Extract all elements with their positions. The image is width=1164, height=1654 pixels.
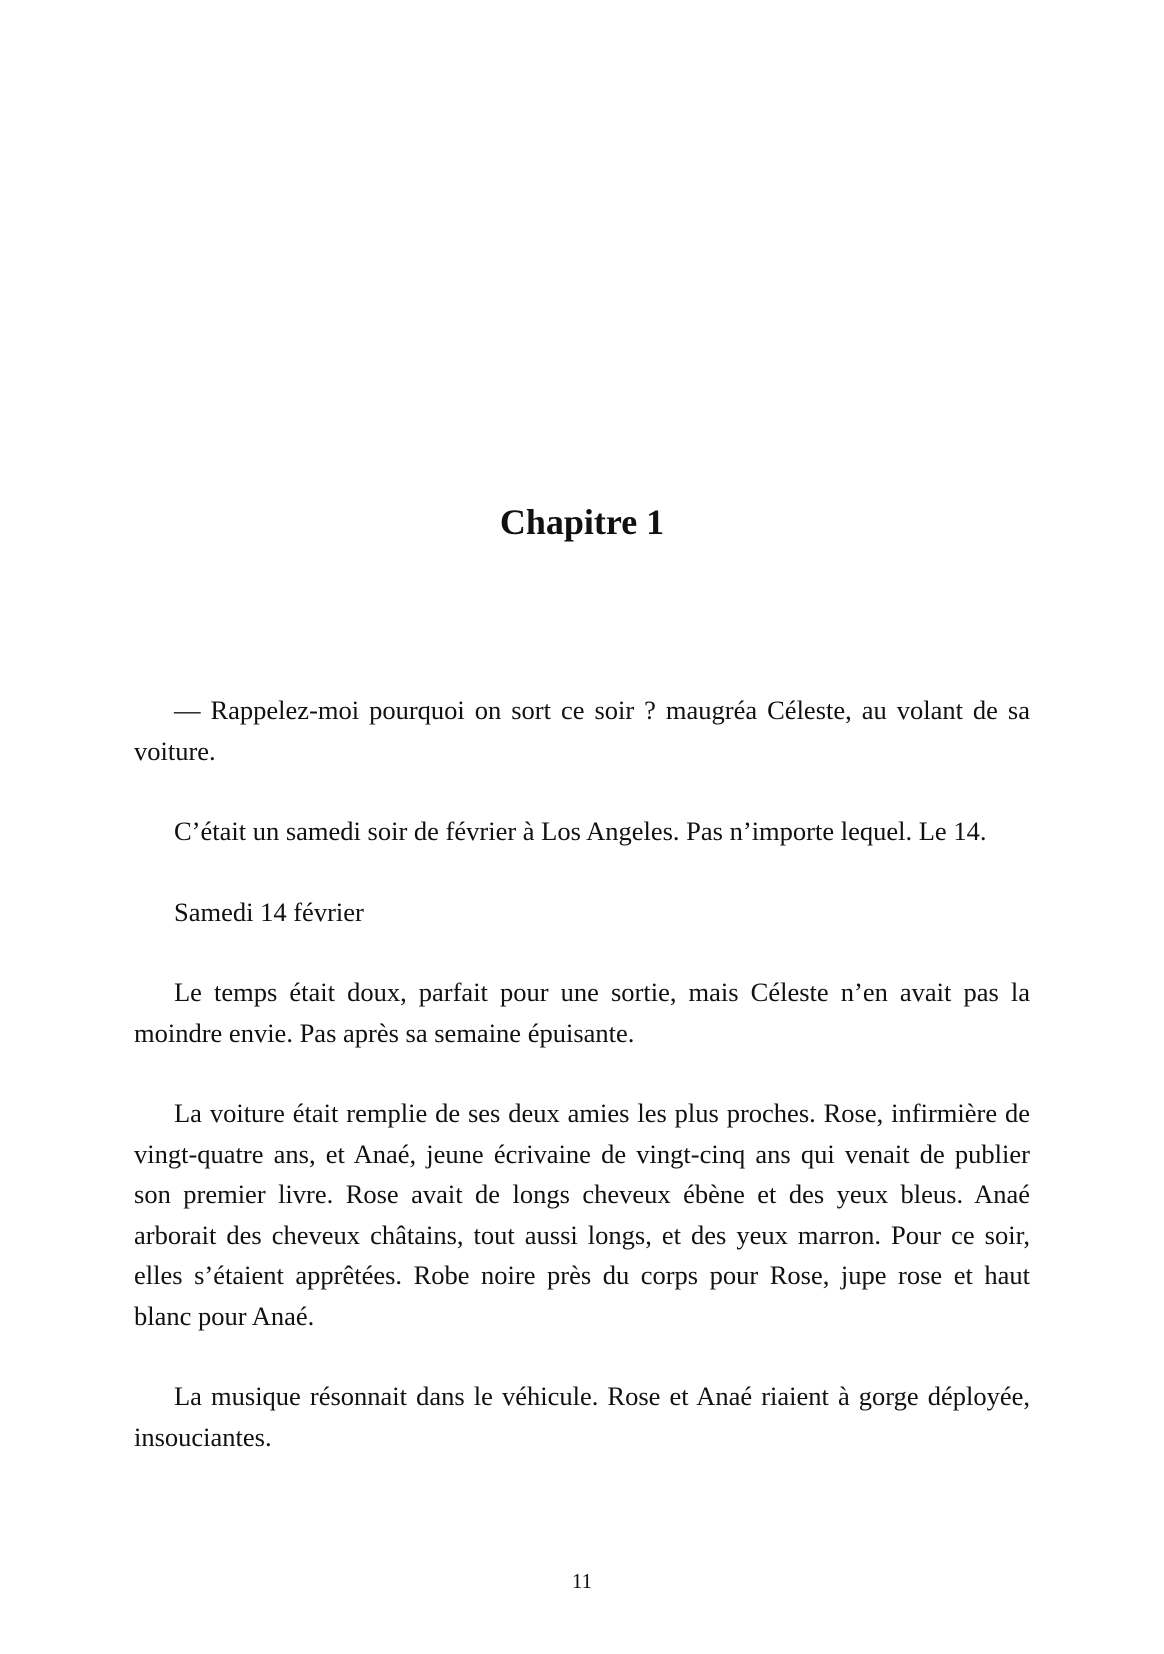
paragraph: Samedi 14 février bbox=[174, 896, 364, 927]
chapter-body bbox=[134, 690, 1030, 1497]
paragraph: — Rappelez-moi pourquoi on sort ce soir ? maugréa Céleste, au volant de sa voiture. bbox=[134, 695, 1030, 766]
paragraph: Le temps était doux, parfait pour une sortie, mais Céleste n’en avait pas la moindre envie. Pas après sa semaine épuisante. bbox=[134, 977, 1030, 1048]
paragraph: C’était un samedi soir de février à Los Angeles. Pas n’importe lequel. Le 14. bbox=[174, 816, 987, 846]
paragraph: La musique résonnait dans le véhicule. Rose et Anaé riaient à gorge déployée, insouciantes. bbox=[134, 1381, 1030, 1452]
paragraph: La voiture était remplie de ses deux amies les plus proches. Rose, infirmière de vingt-quatre ans, et Anaé, jeune écrivaine de vingt-cinq ans qui venait de publier son premier livre. Rose avait de longs cheveux ébène et des yeux bleus. Anaé arborait des cheveux châtains, tout aussi longs, et des yeux marron. Pour ce soir, elles s’étaient apprêtées. Robe noire près du corps pour Rose, jupe rose et haut blanc pour Anaé. bbox=[134, 1098, 1030, 1331]
chapter-title: Chapitre 1 bbox=[499, 502, 665, 542]
page-number: 11 bbox=[571, 1569, 593, 1593]
